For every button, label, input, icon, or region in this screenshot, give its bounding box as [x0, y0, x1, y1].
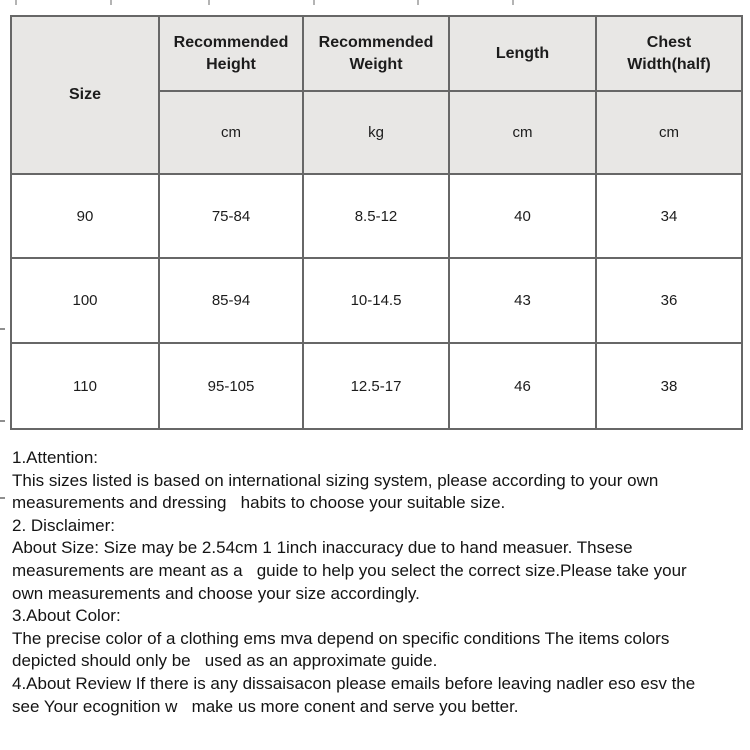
table-row-size-100	[11, 258, 742, 343]
crop-artifact-tick	[110, 0, 112, 5]
note-line-attention-heading: 1.Attention:	[12, 448, 99, 467]
table-row-size-90	[11, 174, 742, 258]
crop-artifact-tick	[15, 0, 17, 5]
note-line: About Size: Size may be 2.54cm 1 1inch inaccuracy due to hand measuer. Thsese	[12, 538, 633, 558]
note-line: depicted should only be used as an approximate guide.	[12, 651, 438, 671]
unit-cell-length: cm	[449, 91, 596, 174]
note-line: own measurements and choose your size accordingly.	[12, 583, 420, 603]
note-line-disclaimer-heading: 2. Disclaimer:	[12, 515, 115, 535]
crop-artifact-tick	[0, 497, 5, 499]
column-header-recommended-height	[159, 16, 303, 91]
crop-artifact-tick	[0, 328, 5, 330]
crop-artifact-tick	[512, 0, 514, 5]
cell-length: 40	[449, 174, 596, 258]
header-row	[11, 16, 742, 91]
column-header-recommended-weight-label: Recommended Weight	[318, 34, 434, 73]
cell-weight: 10-14.5	[303, 258, 449, 343]
cell-weight: 8.5-12	[303, 174, 449, 258]
cell-size: 100	[11, 258, 159, 343]
note-line: measurements are meant as a guide to help you select the correct size.Please take your	[12, 560, 687, 580]
cell-chest: 34	[596, 174, 742, 258]
cell-height: 95-105	[159, 343, 303, 429]
column-header-recommended-weight	[303, 16, 449, 91]
cell-size: 110	[11, 343, 159, 429]
table-row-size-110	[11, 343, 742, 429]
cell-chest: 38	[596, 343, 742, 429]
note-line: measurements and dressing habits to choose your suitable size.	[12, 493, 506, 513]
notes-block	[12, 447, 748, 718]
column-header-size	[11, 16, 159, 174]
column-header-chest-width	[596, 16, 742, 91]
note-line: see Your ecognition w make us more conent and serve you better.	[12, 696, 519, 716]
unit-cell-weight: kg	[303, 91, 449, 174]
note-line-about-review: 4.About Review If there is any dissaisacon please emails before leaving nadler eso esv the	[12, 673, 696, 693]
cell-height: 85-94	[159, 258, 303, 343]
column-header-size-label: Size	[68, 86, 101, 104]
cell-length: 43	[449, 258, 596, 343]
cell-height: 75-84	[159, 174, 303, 258]
crop-artifact-tick	[0, 420, 5, 422]
cell-chest: 36	[596, 258, 742, 343]
cell-length: 46	[449, 343, 596, 429]
column-header-recommended-height-label: Recommended Height	[173, 34, 289, 73]
crop-artifact-tick	[313, 0, 315, 5]
column-header-length-label: Length	[495, 44, 550, 62]
note-line: The precise color of a clothing ems mva depend on specific conditions The items colors	[12, 628, 670, 648]
size-chart-table	[10, 15, 743, 430]
note-line-about-color-heading: 3.About Color:	[12, 606, 121, 626]
cell-weight: 12.5-17	[303, 343, 449, 429]
note-line: This sizes listed is based on international sizing system, please according to your own	[12, 470, 659, 490]
unit-cell-chest: cm	[596, 91, 742, 174]
crop-artifact-tick	[208, 0, 210, 5]
column-header-chest-width-label: Chest Width(half)	[627, 34, 711, 73]
unit-cell-height: cm	[159, 91, 303, 174]
column-header-length	[449, 16, 596, 91]
crop-artifact-tick	[417, 0, 419, 5]
cell-size: 90	[11, 174, 159, 258]
